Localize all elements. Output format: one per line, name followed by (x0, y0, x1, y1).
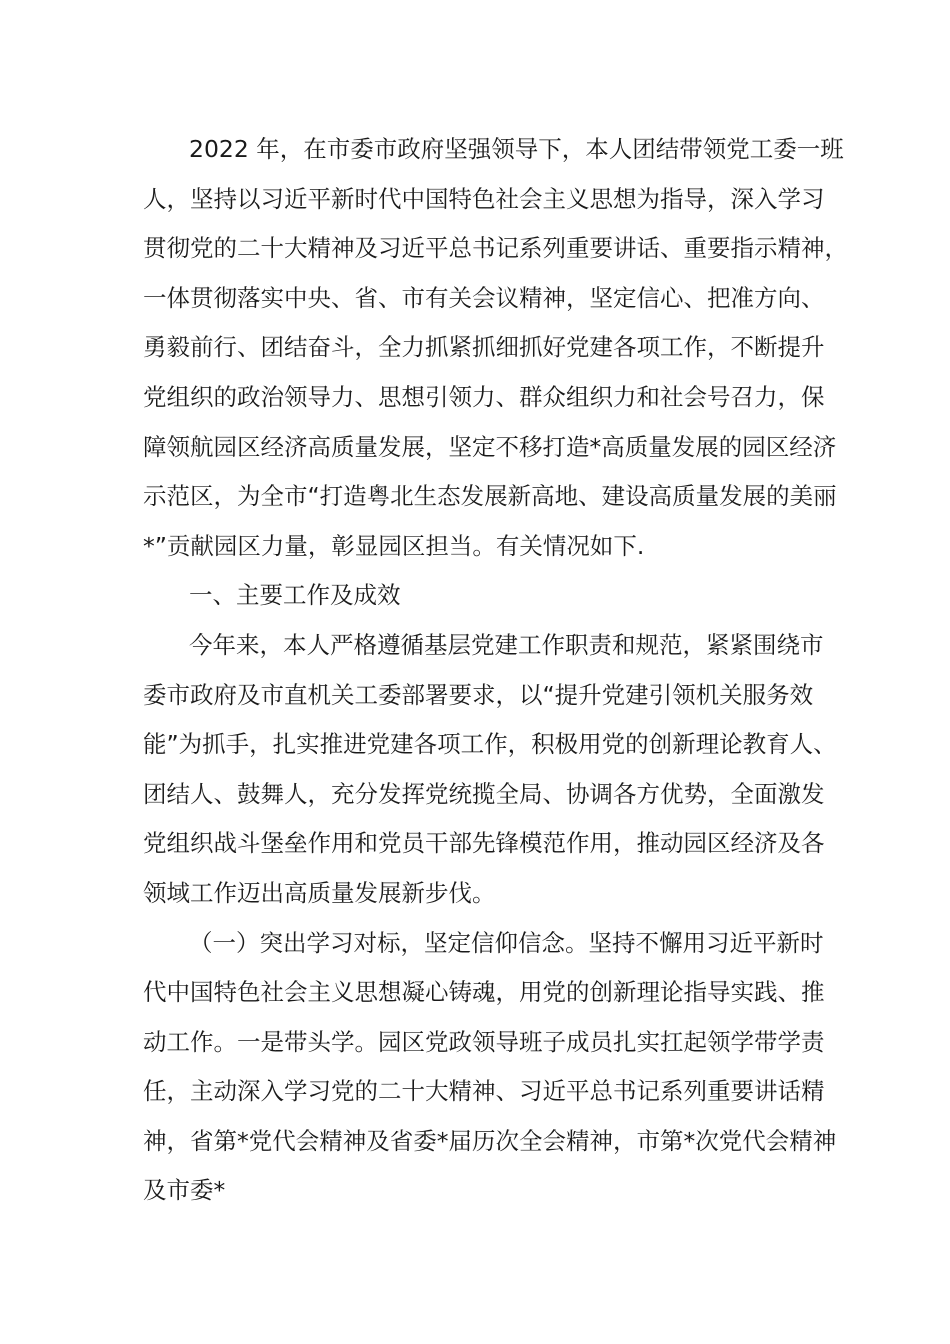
text-line: 障领航园区经济高质量发展，坚定不移打造*高质量发展的园区经济 (143, 432, 837, 461)
text-line: 代中国特色社会主义思想凝心铸魂，用党的创新理论指导实践、推 (143, 978, 825, 1007)
text-line: 委市政府及市直机关工委部署要求，以“提升党建引领机关服务效 (143, 680, 814, 709)
text-line: （一）突出学习对标，坚定信仰信念。坚持不懈用习近平新时 (189, 928, 824, 957)
text-line: 2022 年，在市委市政府坚强领导下，本人团结带领党工委一班 (189, 135, 844, 163)
section-heading: 一、主要工作及成效 (189, 581, 401, 610)
text-line: 及市委* (143, 1176, 226, 1205)
text-line: 神，省第*党代会精神及省委*届历次全会精神，市第*次党代会精神 (143, 1126, 837, 1155)
text-line: 党组织战斗堡垒作用和党员干部先锋模范作用，推动园区经济及各 (143, 829, 825, 858)
text-line: 贯彻党的二十大精神及习近平总书记系列重要讲话、重要指示精神， (143, 234, 848, 263)
text-line: 能”为抓手，扎实推进党建各项工作，积极用党的创新理论教育人、 (143, 730, 837, 759)
text-line: 一体贯彻落实中央、省、市有关会议精神，坚定信心、把准方向、 (143, 283, 825, 312)
text-line: 动工作。一是带头学。园区党政领导班子成员扎实扛起领学带学责 (143, 1027, 825, 1056)
text-line: 勇毅前行、团结奋斗，全力抓紧抓细抓好党建各项工作，不断提升 (143, 333, 825, 362)
text-line: 领域工作迈出高质量发展新步伐。 (143, 878, 496, 907)
text-line: 团结人、鼓舞人，充分发挥党统揽全局、协调各方优势，全面激发 (143, 779, 825, 808)
text-line: 党组织的政治领导力、思想引领力、群众组织力和社会号召力，保 (143, 382, 825, 411)
text-line: 人，坚持以习近平新时代中国特色社会主义思想为指导，深入学习 (143, 184, 825, 213)
text-line: 示范区，为全市“打造粤北生态发展新高地、建设高质量发展的美丽 (143, 482, 837, 511)
document-body (143, 125, 848, 1216)
text-line: 今年来，本人严格遵循基层党建工作职责和规范，紧紧围绕市 (189, 630, 824, 659)
text-line: 任，主动深入学习党的二十大精神、习近平总书记系列重要讲话精 (143, 1077, 825, 1106)
text-line: *”贡献园区力量，彰显园区担当。有关情况如下. (143, 531, 645, 560)
